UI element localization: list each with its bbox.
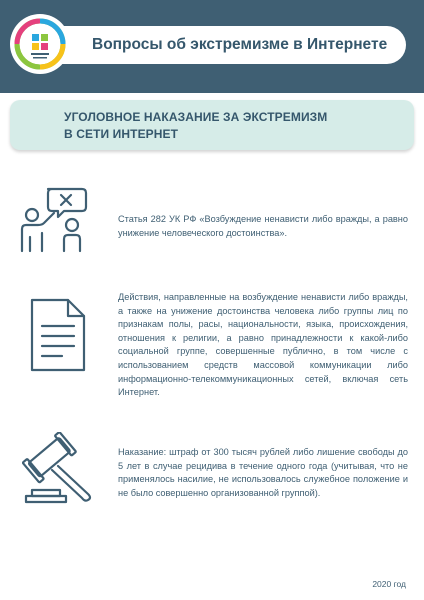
section-heading-line-2: В СЕТИ ИНТЕРНЕТ	[64, 127, 179, 141]
section-heading-line-1: УГОЛОВНОЕ НАКАЗАНИЕ ЗА ЭКСТРЕМИЗМ	[64, 110, 328, 124]
page-title: Вопросы об экстремизме в Интернете	[92, 36, 388, 53]
header-banner	[0, 0, 424, 93]
footer-year: 2020 год	[372, 579, 406, 589]
logo-icon	[10, 14, 70, 74]
document-icon	[28, 296, 88, 379]
person-speech-icon	[20, 185, 88, 258]
gavel-icon	[22, 432, 98, 509]
actions-text: Действия, направленные на возбуждение ненависти либо вражды, а также на унижение достоинства человека либо группы лиц по признакам полы, расы, национальности, языка, происхождения, отношения к религии, а равно принадлежности к какой-либо социальной группе, совершенные публично, в том числе с использованием средств массовой коммуникации либо информационно-телекоммуникационных сетей, включая сеть Интернет.	[118, 292, 408, 398]
organization-logo	[10, 14, 70, 74]
penalty-text: Наказание: штраф от 300 тысяч рублей либо лишение свободы до 5 лет в случае рецидива в течение одного года (учитывая, что не применялось насилие, не использовалось служебное положение и не было совершенно организованной группой).	[118, 447, 408, 498]
article-text: Статья 282 УК РФ «Возбуждение ненависти либо вражды, а равно унижение человеческого достоинства».	[118, 214, 408, 238]
section-heading-box	[10, 100, 414, 150]
title-bar	[62, 26, 406, 64]
